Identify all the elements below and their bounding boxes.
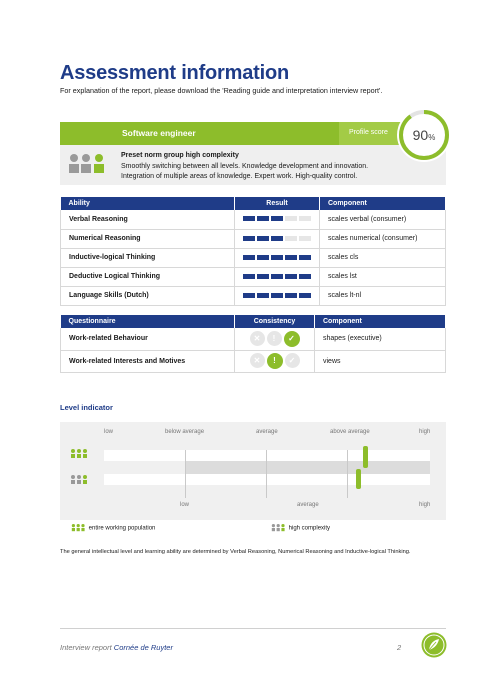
scale-below-average: below average — [165, 429, 205, 435]
col-result: Result — [235, 197, 320, 210]
result-bar-segment — [299, 293, 311, 298]
col-consistency: Consistency — [235, 315, 315, 328]
profile-score-label: Profile score — [339, 122, 407, 145]
result-bar-segment — [243, 236, 255, 241]
result-bars — [243, 236, 311, 241]
people-icon-grey — [271, 524, 287, 532]
result-bars — [243, 216, 311, 221]
ability-result — [235, 286, 320, 305]
table-row — [61, 328, 446, 350]
ability-name: Verbal Reasoning — [61, 210, 235, 229]
table-row — [61, 350, 446, 372]
result-bars — [243, 274, 311, 279]
result-bar-segment — [257, 216, 269, 221]
result-bar-segment — [285, 274, 297, 279]
result-bar-segment — [257, 236, 269, 241]
result-bar-segment — [243, 293, 255, 298]
ability-result — [235, 229, 320, 248]
check-icon: ✓ — [285, 353, 300, 368]
divider-above-average — [347, 450, 348, 498]
profile-body — [60, 145, 446, 185]
result-bar-segment — [257, 293, 269, 298]
x-icon: ✕ — [250, 331, 265, 346]
ability-component: scales verbal (consumer) — [320, 210, 446, 229]
divider-average — [266, 450, 267, 498]
ability-name: Numerical Reasoning — [61, 229, 235, 248]
track-high-complexity — [104, 474, 430, 485]
ability-name: Language Skills (Dutch) — [61, 286, 235, 305]
footer-text — [60, 643, 173, 652]
check-icon: ✓ — [284, 331, 300, 347]
exclamation-icon: ! — [267, 353, 283, 369]
legend-high — [271, 524, 330, 532]
ability-component: scales cls — [320, 248, 446, 267]
people-icon-grey — [70, 475, 90, 485]
questionnaire-name: Work-related Behaviour — [61, 328, 235, 350]
candidate-name: Cornée de Ruyter — [113, 643, 173, 652]
marker-entire-population — [363, 446, 368, 468]
bottom-scale-low: low — [180, 502, 190, 508]
footer-prefix: Interview report — [60, 643, 112, 652]
ability-component: scales lst — [320, 267, 446, 286]
result-bar-segment — [285, 216, 297, 221]
result-bar-segment — [271, 216, 283, 221]
result-bar-segment — [271, 293, 283, 298]
table-row — [61, 229, 446, 248]
questionnaire-table — [60, 315, 446, 373]
intro-text: For explanation of the report, please download the 'Reading guide and interpretation interview report'. — [60, 86, 383, 95]
table-row — [61, 210, 446, 229]
page-number: 2 — [397, 643, 402, 652]
footer-divider — [60, 628, 446, 629]
ability-component: scales lt-nl — [320, 286, 446, 305]
col-component: Component — [320, 197, 446, 210]
result-bar-segment — [243, 255, 255, 260]
score-number: 90 — [412, 127, 429, 143]
result-bar-segment — [257, 255, 269, 260]
result-bar-segment — [257, 274, 269, 279]
people-icon — [68, 153, 108, 177]
conclusion-text: The general intellectual level and learning ability are determined by Verbal Reasoning, Numerical Reasoning and Inductive-logical Thinking. — [60, 549, 411, 555]
legend-entire — [71, 524, 155, 532]
score-unit: % — [428, 133, 436, 142]
profile-score-value — [396, 107, 452, 163]
bottom-scale-average: average — [297, 502, 319, 508]
legend-entire-label: entire working population — [88, 525, 156, 532]
norm-description: Smoothly switching between all levels. Knowledge development and innovation. Integration of multiple areas of knowledge. Expert work. High-quality control. — [121, 163, 369, 180]
result-bar-segment — [243, 216, 255, 221]
x-icon: ✕ — [250, 353, 265, 368]
col-ability: Ability — [61, 197, 235, 210]
scale-low: low — [104, 429, 114, 435]
scale-high: high — [419, 429, 431, 435]
ability-table — [60, 197, 446, 306]
table-row — [61, 286, 446, 305]
table-row — [61, 248, 446, 267]
marker-high-complexity — [356, 469, 361, 489]
result-bar-segment — [299, 216, 311, 221]
ability-name: Inductive-logical Thinking — [61, 248, 235, 267]
result-bar-segment — [285, 236, 297, 241]
result-bars — [243, 293, 311, 298]
scale-above-average: above average — [330, 429, 370, 435]
profile-header — [60, 122, 446, 145]
divider-low — [185, 450, 186, 498]
result-bars — [243, 255, 311, 260]
result-bar-segment — [285, 255, 297, 260]
ability-component: scales numerical (consumer) — [320, 229, 446, 248]
table-row — [61, 267, 446, 286]
questionnaire-name: Work-related Interests and Motives — [61, 350, 235, 372]
legend-high-label: high complexity — [288, 525, 331, 532]
ability-result — [235, 248, 320, 267]
people-icon-green — [71, 524, 87, 532]
result-bar-segment — [243, 274, 255, 279]
result-bar-segment — [299, 236, 311, 241]
result-bar-segment — [299, 274, 311, 279]
questionnaire-component: views — [315, 350, 446, 372]
col-component: Component — [315, 315, 446, 328]
job-title: Software engineer — [122, 128, 196, 138]
level-indicator-title: Level indicator — [60, 403, 113, 412]
track-entire-population — [104, 450, 430, 461]
questionnaire-component: shapes (executive) — [315, 328, 446, 350]
ability-name: Deductive Logical Thinking — [61, 267, 235, 286]
consistency-indicator — [235, 350, 315, 372]
result-bar-segment — [285, 293, 297, 298]
result-bar-segment — [271, 274, 283, 279]
col-questionnaire: Questionnaire — [61, 315, 235, 328]
scale-average: average — [256, 429, 278, 435]
result-bar-segment — [299, 255, 311, 260]
exclamation-icon: ! — [267, 331, 282, 346]
page-title: Assessment information — [60, 62, 289, 84]
result-bar-segment — [271, 236, 283, 241]
leaf-logo-icon — [421, 632, 447, 658]
bottom-scale-high: high — [419, 502, 431, 508]
high-complexity-range — [185, 461, 430, 474]
ability-result — [235, 267, 320, 286]
ability-result — [235, 210, 320, 229]
level-indicator-box — [60, 422, 446, 520]
result-bar-segment — [271, 255, 283, 260]
people-icon-green — [70, 449, 90, 459]
consistency-indicator — [235, 328, 315, 350]
norm-group: Preset norm group high complexity — [121, 152, 239, 159]
